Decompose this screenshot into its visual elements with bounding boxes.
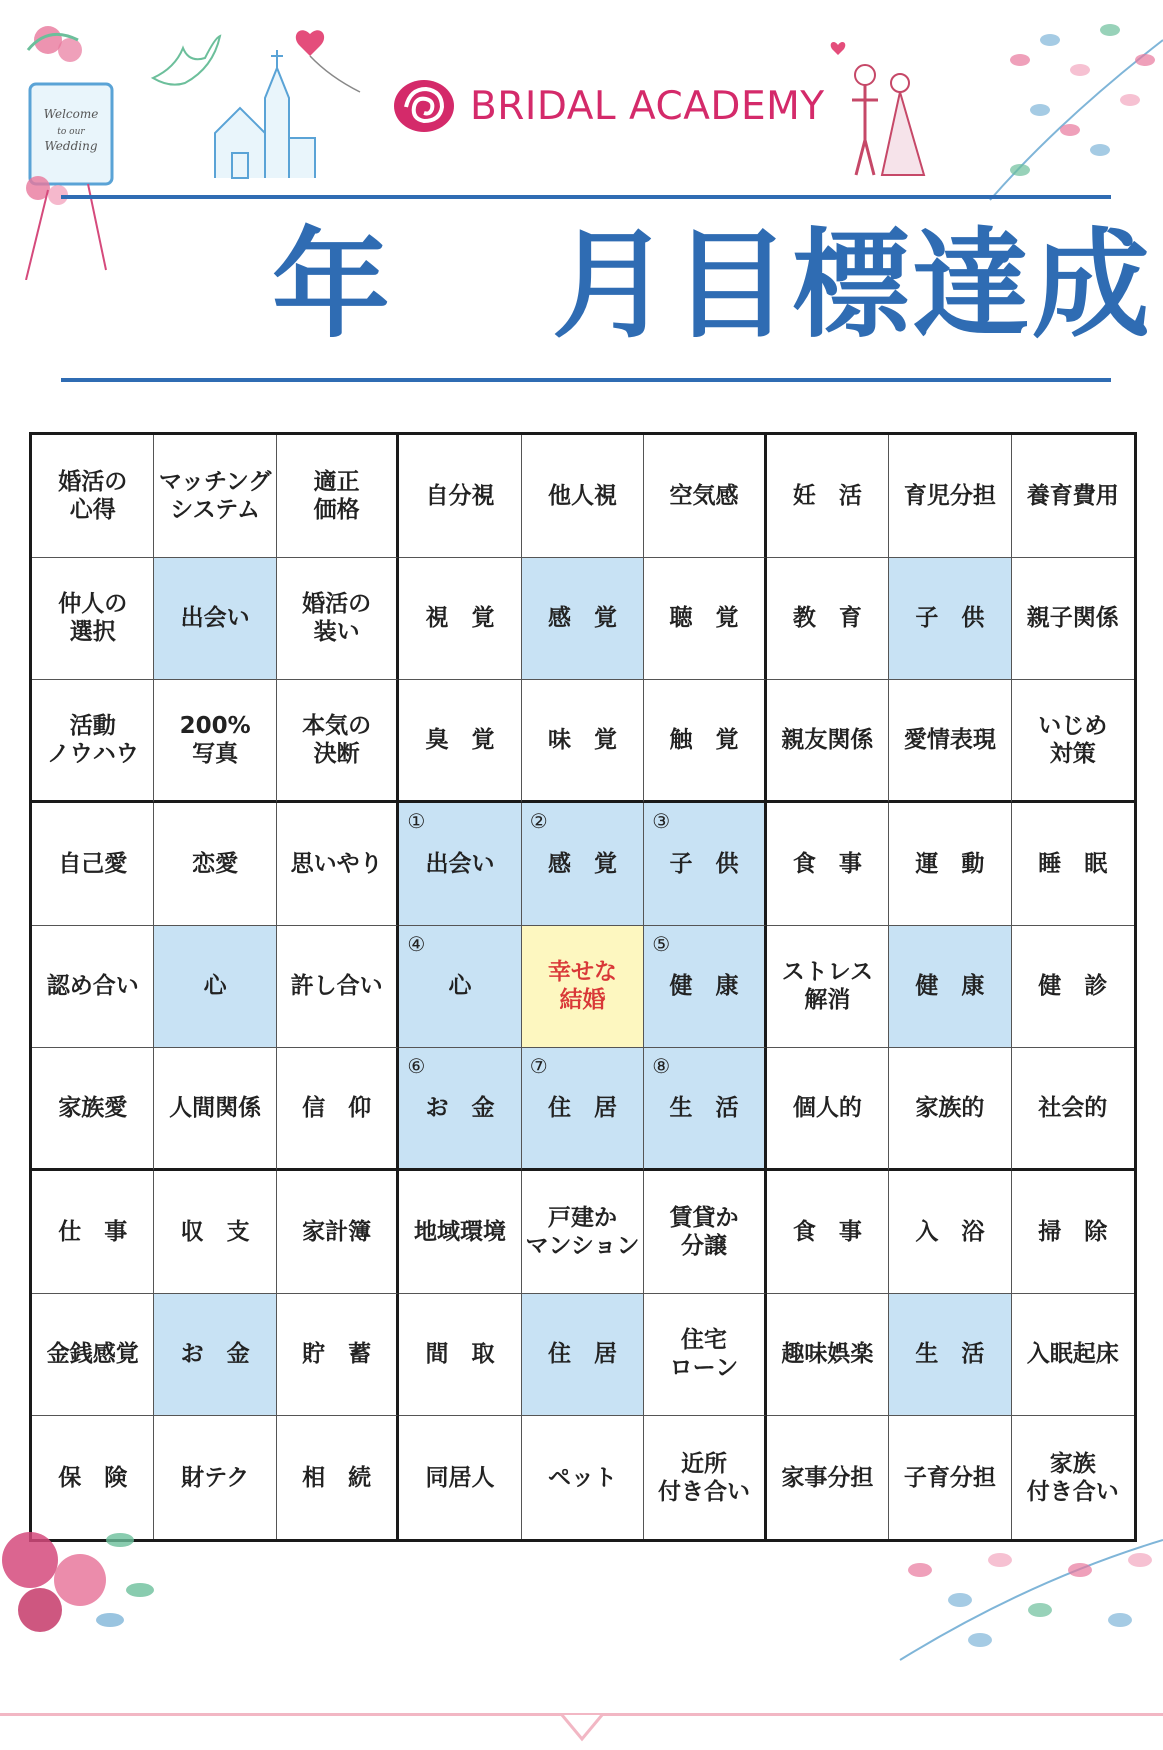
cell-label: 家計簿 (302, 1218, 372, 1245)
grid-cell (767, 1294, 889, 1417)
cell-label: 生 活 (669, 1095, 739, 1122)
grid-center-goal (522, 926, 644, 1049)
grid-cell (277, 680, 399, 803)
grid-cell (522, 1416, 644, 1539)
grid-cell (32, 1171, 154, 1294)
grid-cell (889, 680, 1011, 803)
brand-logo (392, 74, 825, 138)
cell-label: 食 事 (792, 850, 862, 877)
grid-cell (154, 680, 276, 803)
cell-label: 相 続 (302, 1464, 372, 1491)
cell-label: 入 浴 (915, 1218, 985, 1245)
grid-cell (399, 435, 521, 558)
heart-balloon-illustration (290, 22, 370, 102)
grid-cell (399, 1171, 521, 1294)
grid-cell (32, 680, 154, 803)
cell-label: マッチング システム (158, 468, 272, 523)
cell-label: 家族 付き合い (1026, 1450, 1119, 1505)
cell-label: 幸せな 結婚 (547, 959, 617, 1014)
cell-number: ② (529, 808, 548, 833)
cell-number: ⑤ (652, 931, 671, 956)
grid-cell (889, 926, 1011, 1049)
cell-label: 財テク (181, 1464, 250, 1491)
cell-label: ストレス 解消 (781, 959, 874, 1014)
grid-cell (277, 803, 399, 926)
leaves-bottom-right-illustration (880, 1520, 1163, 1670)
cell-label: 婚活の 心得 (58, 468, 128, 523)
grid-cell (32, 803, 154, 926)
cell-label: 臭 覚 (425, 727, 495, 754)
cell-label: 社会的 (1038, 1095, 1108, 1122)
grid-cell (889, 1048, 1011, 1171)
cell-label: 仕 事 (58, 1218, 128, 1245)
grid-cell (277, 1294, 399, 1417)
grid-cell (767, 926, 889, 1049)
cell-label: 出会い (180, 605, 250, 632)
cell-number: ① (407, 808, 426, 833)
title-top-rule (61, 195, 1111, 199)
roses-bottom-left-illustration (0, 1450, 170, 1650)
grid-cell (767, 680, 889, 803)
grid-cell (1012, 1294, 1134, 1417)
cell-label: 自分視 (425, 482, 495, 509)
grid-cell (889, 1171, 1011, 1294)
title-goal-label: 月目標達成 (552, 216, 1153, 354)
grid-cell (399, 926, 521, 1049)
cell-label: 許し合い (290, 973, 383, 1000)
cell-label: 信 仰 (302, 1095, 372, 1122)
cell-label: 仲人の 選択 (58, 591, 128, 646)
grid-cell (277, 1171, 399, 1294)
cell-label: 家事分担 (781, 1464, 874, 1491)
cell-label: 自己愛 (58, 850, 128, 877)
cell-label: 間 取 (425, 1341, 495, 1368)
grid-cell (522, 558, 644, 681)
grid-cell (277, 558, 399, 681)
grid-cell (1012, 680, 1134, 803)
mandala-goal-grid (29, 432, 1137, 1542)
grid-cell (644, 435, 766, 558)
svg-text:Wedding: Wedding (44, 139, 98, 153)
cell-label: 掃 除 (1038, 1218, 1108, 1245)
brand-name: BRIDAL ACADEMY (470, 83, 825, 129)
grid-cell (32, 435, 154, 558)
cell-label: 教 育 (792, 605, 862, 632)
grid-cell (644, 1171, 766, 1294)
couple-illustration (820, 35, 950, 185)
grid-cell (1012, 1171, 1134, 1294)
cell-label: 子育分担 (903, 1464, 996, 1491)
cell-label: 子 供 (915, 605, 985, 632)
cell-label: 生 活 (915, 1341, 985, 1368)
cell-number: ⑧ (652, 1054, 671, 1079)
leaves-top-right-illustration (980, 0, 1163, 210)
grid-cell (889, 1294, 1011, 1417)
grid-cell (32, 1294, 154, 1417)
cell-label: 家族的 (915, 1095, 985, 1122)
cell-label: 空気感 (669, 482, 739, 509)
grid-cell (1012, 435, 1134, 558)
cell-label: 健 康 (669, 973, 739, 1000)
grid-cell (277, 1048, 399, 1171)
grid-cell (644, 558, 766, 681)
cell-label: 睡 眠 (1038, 850, 1108, 877)
welcome-text: Welcome (43, 107, 99, 121)
grid-cell (1012, 1048, 1134, 1171)
cell-label: 味 覚 (547, 727, 617, 754)
grid-cell (522, 435, 644, 558)
cell-label: 運 動 (915, 850, 985, 877)
cell-label: 住 居 (547, 1095, 617, 1122)
cell-label: 感 覚 (547, 850, 617, 877)
cell-label: ペット (547, 1464, 617, 1491)
grid-cell (522, 1171, 644, 1294)
cell-label: 同居人 (425, 1464, 495, 1491)
cell-label: 愛情表現 (903, 727, 996, 754)
cell-label: 健 診 (1038, 973, 1108, 1000)
cell-label: 個人的 (792, 1095, 862, 1122)
cell-label: お 金 (180, 1341, 250, 1368)
grid-cell (644, 1048, 766, 1171)
cell-number: ⑦ (529, 1054, 548, 1079)
grid-cell (399, 680, 521, 803)
cell-label: 地域環境 (414, 1218, 507, 1245)
title-year-label: 年 (272, 216, 391, 354)
cell-label: 視 覚 (425, 605, 495, 632)
cell-number: ③ (652, 808, 671, 833)
cell-label: 200% 写真 (179, 713, 251, 768)
svg-text:to our: to our (57, 127, 85, 137)
grid-cell (644, 680, 766, 803)
grid-cell (154, 1171, 276, 1294)
grid-cell (154, 926, 276, 1049)
cell-label: 育児分担 (903, 482, 996, 509)
grid-cell (154, 1048, 276, 1171)
cell-label: 子 供 (669, 850, 739, 877)
cell-label: 活動 ノウハウ (46, 713, 139, 768)
grid-cell (1012, 558, 1134, 681)
cell-label: 本気の 決断 (302, 713, 372, 768)
grid-cell (522, 1048, 644, 1171)
cell-label: 心 (203, 973, 227, 1000)
cell-label: 趣味娯楽 (781, 1341, 874, 1368)
grid-cell (154, 803, 276, 926)
grid-cell (644, 1294, 766, 1417)
cell-label: 賃貸か 分譲 (669, 1204, 739, 1259)
grid-cell (32, 558, 154, 681)
grid-cell (889, 803, 1011, 926)
cell-label: いじめ 対策 (1038, 713, 1108, 768)
grid-cell (767, 803, 889, 926)
grid-cell (522, 680, 644, 803)
rose-logo-icon (392, 77, 456, 135)
cell-label: 戸建か マンション (525, 1204, 640, 1259)
grid-cell (1012, 803, 1134, 926)
title-bottom-rule (61, 378, 1111, 382)
grid-cell (154, 435, 276, 558)
cell-label: 住宅 ローン (669, 1327, 739, 1382)
cell-label: 他人視 (547, 482, 617, 509)
grid-cell (154, 1416, 276, 1539)
cell-label: 触 覚 (669, 727, 739, 754)
cell-label: 人間関係 (169, 1095, 262, 1122)
cell-label: 保 険 (58, 1464, 128, 1491)
cell-label: 婚活の 装い (302, 591, 372, 646)
cell-label: 妊 活 (792, 482, 862, 509)
grid-cell (32, 926, 154, 1049)
grid-cell (1012, 926, 1134, 1049)
grid-cell (277, 435, 399, 558)
cell-label: 感 覚 (547, 605, 617, 632)
cell-label: 思いやり (290, 850, 383, 877)
footer-chevron-icon (560, 1713, 604, 1743)
cell-label: 親友関係 (781, 727, 874, 754)
cell-label: 貯 蓄 (302, 1341, 372, 1368)
cell-label: 出会い (425, 850, 495, 877)
grid-cell (277, 926, 399, 1049)
cell-label: 聴 覚 (669, 605, 739, 632)
page-title (0, 205, 1163, 365)
cell-label: 家族愛 (58, 1095, 128, 1122)
cell-label: 食 事 (792, 1218, 862, 1245)
grid-cell (399, 1048, 521, 1171)
cell-label: 恋愛 (192, 850, 239, 877)
grid-cell (522, 803, 644, 926)
grid-cell (399, 558, 521, 681)
grid-cell (889, 558, 1011, 681)
cell-label: 近所 付き合い (657, 1450, 750, 1505)
grid-cell (644, 926, 766, 1049)
cell-number: ④ (407, 931, 426, 956)
cell-number: ⑥ (407, 1054, 426, 1079)
grid-cell (644, 1416, 766, 1539)
grid-cell (767, 1048, 889, 1171)
cell-label: 収 支 (180, 1218, 250, 1245)
grid-cell (32, 1048, 154, 1171)
cell-label: 入眠起床 (1026, 1341, 1119, 1368)
grid-cell (399, 1416, 521, 1539)
cell-label: 認め合い (46, 973, 139, 1000)
grid-cell (767, 558, 889, 681)
grid-cell (522, 1294, 644, 1417)
grid-cell (399, 803, 521, 926)
grid-cell (767, 1171, 889, 1294)
cell-label: 親子関係 (1026, 605, 1119, 632)
cell-label: 心 (448, 973, 472, 1000)
cell-label: 健 康 (915, 973, 985, 1000)
grid-cell (399, 1294, 521, 1417)
grid-cell (767, 1416, 889, 1539)
cell-label: 適正 価格 (313, 468, 360, 523)
cell-label: 住 居 (547, 1341, 617, 1368)
cell-label: お 金 (425, 1095, 495, 1122)
cell-label: 金銭感覚 (46, 1341, 139, 1368)
grid-cell (767, 435, 889, 558)
grid-cell (644, 803, 766, 926)
grid-cell (154, 1294, 276, 1417)
cell-label: 養育費用 (1026, 482, 1119, 509)
grid-cell (889, 435, 1011, 558)
grid-cell (154, 558, 276, 681)
grid-cell (277, 1416, 399, 1539)
